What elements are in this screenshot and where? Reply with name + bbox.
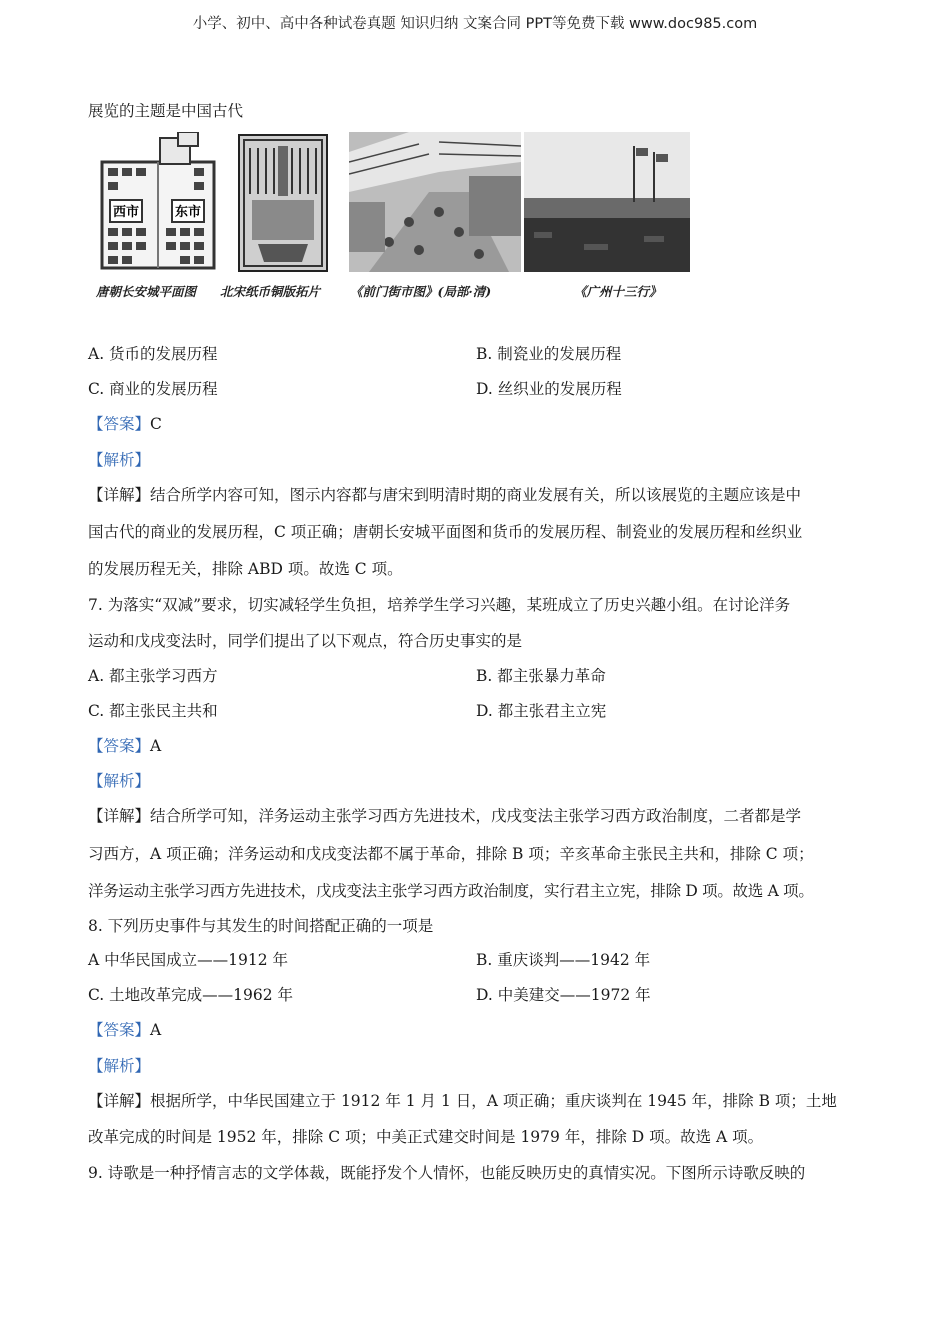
q6-option-b: B. 制瓷业的发展历程 xyxy=(476,345,622,363)
q6-option-d: D. 丝织业的发展历程 xyxy=(476,380,622,398)
q7-analysis-label: 【解析】 xyxy=(88,772,151,790)
q7-option-c: C. 都主张民主共和 xyxy=(88,702,218,720)
q7-detail-line-3: 洋务运动主张学习西方先进技术，戊戌变法主张学习西方政治制度，实行君主立宪，排除 D 项。故选 A 项。 xyxy=(88,882,814,900)
detail-label: 【详解】 xyxy=(88,1092,151,1110)
q6-option-a: A. 货币的发展历程 xyxy=(88,345,218,363)
fig1-caption: 唐朝长安城平面图 xyxy=(96,284,197,299)
detail-text: 根据所学，中华民国建立于 1912 年 1 月 1 日，A 项正确；重庆谈判在 1945 年，排除 B 项；土地 xyxy=(150,1092,837,1110)
q7-option-a: A. 都主张学习西方 xyxy=(88,667,218,685)
song-paper-money-image xyxy=(238,134,328,272)
q7-option-b: B. 都主张暴力革命 xyxy=(476,667,606,685)
detail-label: 【详解】 xyxy=(88,807,151,825)
q8-stem: 8. 下列历史事件与其发生的时间搭配正确的一项是 xyxy=(88,917,434,935)
fig2-caption: 北宋纸币铜版拓片 xyxy=(220,284,321,299)
changan-plan-image xyxy=(100,132,216,270)
q8-option-b: B. 重庆谈判——1942 年 xyxy=(476,951,651,969)
q7-detail-line-2: 习西方，A 项正确；洋务运动和戊戌变法都不属于革命，排除 B 项；辛亥革命主张民主共和，排除 C 项； xyxy=(88,845,814,863)
answer-value: A xyxy=(150,1021,162,1039)
q7-answer xyxy=(88,735,161,757)
q8-option-a: A 中华民国成立——1912 年 xyxy=(88,951,288,969)
q8-answer xyxy=(88,1019,161,1041)
q6-stem-tail: 展览的主题是中国古代 xyxy=(88,102,244,120)
detail-text: 结合所学可知，洋务运动主张学习西方先进技术，戊戌变法主张学习西方政治制度，二者都是学 xyxy=(150,807,802,825)
q9-stem: 9. 诗歌是一种抒情言志的文学体裁，既能抒发个人情怀，也能反映历史的真情实况。下图所示诗歌反映的 xyxy=(88,1164,806,1182)
q6-answer xyxy=(88,413,162,435)
answer-label: 【答案】 xyxy=(88,415,151,433)
q6-detail-line-3: 的发展历程无关，排除 ABD 项。故选 C 项。 xyxy=(88,560,403,578)
q7-stem-line-2: 运动和戊戌变法时，同学们提出了以下观点，符合历史事实的是 xyxy=(88,632,523,650)
qianmen-street-image xyxy=(349,132,521,272)
q6-figure-row xyxy=(96,132,696,307)
fig4-caption: 《广州十三行》 xyxy=(574,284,662,299)
q6-detail-line-1 xyxy=(88,484,801,506)
q7-stem-line-1: 7. 为落实“双减”要求，切实减轻学生负担，培养学生学习兴趣，某班成立了历史兴趣小组。在讨论洋务 xyxy=(88,596,791,614)
q8-detail-line-1 xyxy=(88,1090,837,1112)
answer-value: A xyxy=(150,737,162,755)
canton-thirteen-factories-image xyxy=(524,132,690,272)
fig3-caption: 《前门街市图》(局部·清) xyxy=(350,284,492,299)
q7-detail-line-1 xyxy=(88,805,801,827)
answer-label: 【答案】 xyxy=(88,737,151,755)
q6-detail-line-2: 国古代的商业的发展历程，C 项正确；唐朝长安城平面图和货币的发展历程、制瓷业的发展历程和丝织业 xyxy=(88,523,803,541)
q6-analysis-label: 【解析】 xyxy=(88,451,151,469)
q8-detail-line-2: 改革完成的时间是 1952 年，排除 C 项；中美正式建交时间是 1979 年，排除 D 项。故选 A 项。 xyxy=(88,1128,764,1146)
q8-option-c: C. 土地改革完成——1962 年 xyxy=(88,986,294,1004)
q8-analysis-label: 【解析】 xyxy=(88,1057,151,1075)
q8-option-d: D. 中美建交——1972 年 xyxy=(476,986,651,1004)
q7-option-d: D. 都主张君主立宪 xyxy=(476,702,607,720)
detail-label: 【详解】 xyxy=(88,486,151,504)
east-market-label: 东市 xyxy=(174,205,202,220)
west-market-label: 西市 xyxy=(112,205,140,220)
detail-text: 结合所学内容可知，图示内容都与唐宋到明清时期的商业发展有关，所以该展览的主题应该是中 xyxy=(150,486,802,504)
answer-label: 【答案】 xyxy=(88,1021,151,1039)
answer-value: C xyxy=(150,415,162,433)
page-header: 小学、初中、高中各种试卷真题 知识归纳 文案合同 PPT等免费下载 www.doc985.com xyxy=(192,16,758,32)
q6-option-c: C. 商业的发展历程 xyxy=(88,380,218,398)
